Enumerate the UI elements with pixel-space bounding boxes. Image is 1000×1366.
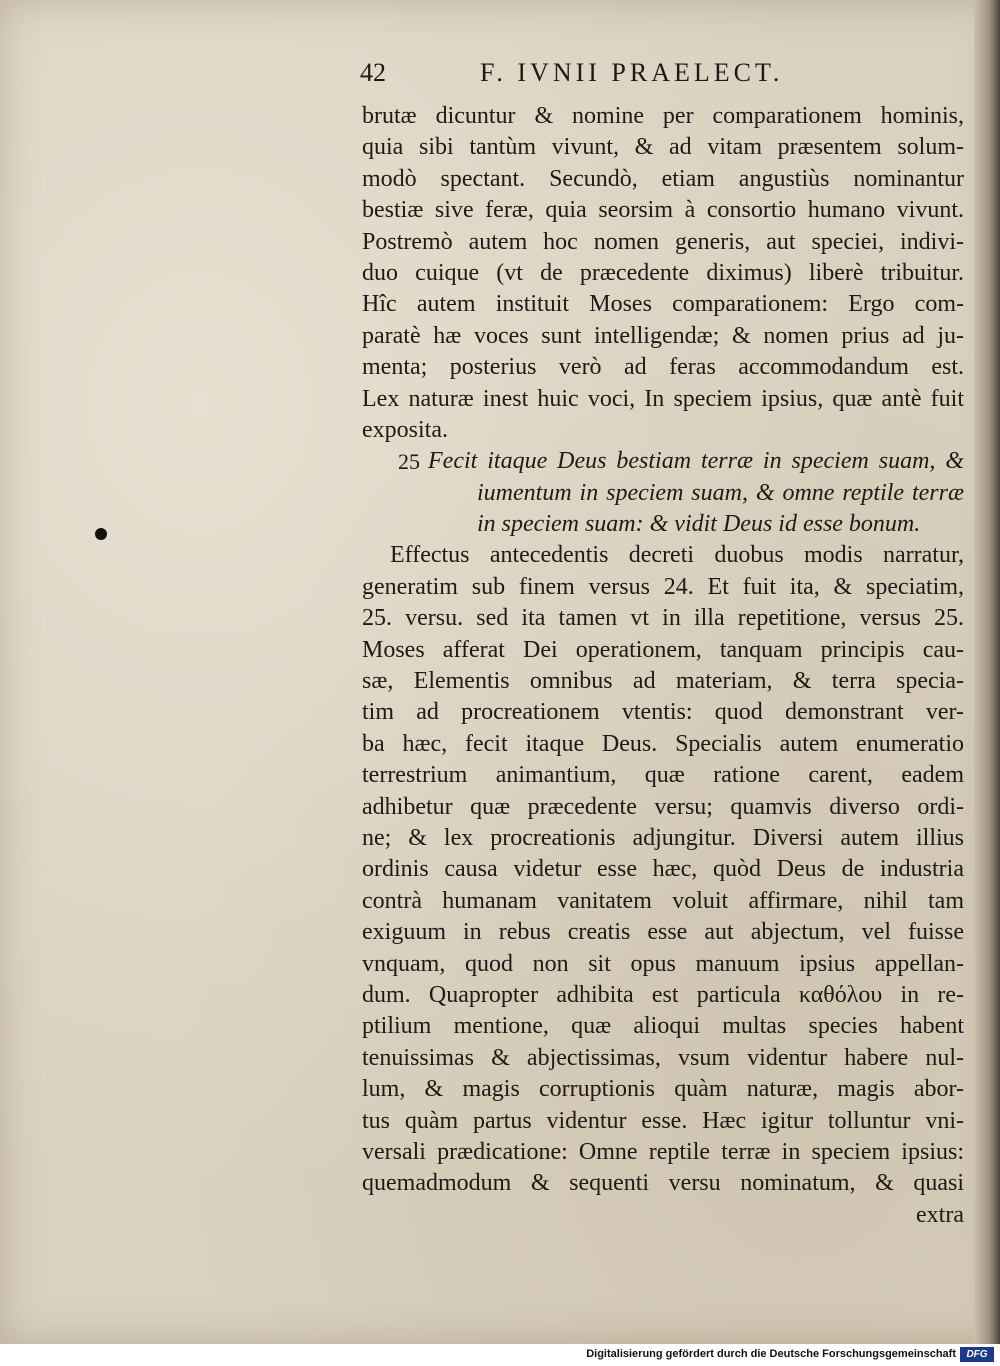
text-line: bestiæ sive feræ, quia seorsim à consortio humano vivunt. bbox=[362, 197, 964, 224]
running-title: F. IVNII PRAELECT. bbox=[480, 58, 784, 87]
text-line: tus quàm partus videntur esse. Hæc igitur tolluntur vni- bbox=[362, 1107, 964, 1134]
digitization-footer bbox=[0, 1344, 1000, 1366]
text-line: lum, & magis corruptionis quàm naturæ, magis abor- bbox=[362, 1076, 964, 1103]
text-line: versali prædicatione: Omne reptile terræ in speciem ipsius: bbox=[362, 1138, 964, 1165]
verse-number: 25 bbox=[398, 449, 420, 475]
page-gutter bbox=[974, 0, 1000, 1344]
text-line: quia sibi tantùm vivunt, & ad vitam præsentem solum- bbox=[362, 134, 964, 161]
text-line: ptilium mentione, quæ alioqui multas species habent bbox=[362, 1013, 964, 1040]
text-line: ba hæc, fecit itaque Deus. Specialis autem enumeratio bbox=[362, 730, 964, 757]
text-line: 25. versu. sed ita tamen vt in illa repetitione, versus 25. bbox=[362, 605, 964, 632]
text-block bbox=[362, 101, 964, 1231]
funding-credit: Digitalisierung gefördert durch die Deutsche Forschungsgemeinschaft bbox=[586, 1348, 956, 1360]
text-line: Moses afferat Dei operationem, tanquam principis cau- bbox=[362, 636, 964, 663]
verse-line: Fecit itaque Deus bestiam terræ in speciem suam, & bbox=[428, 448, 964, 475]
text-line: tenuissimas & abjectissimas, vsum videntur habere nul- bbox=[362, 1044, 964, 1071]
text-line: tim ad procreationem vtentis: quod demonstrant ver- bbox=[362, 699, 964, 726]
page-number: 42 bbox=[360, 58, 386, 87]
text-line: modò spectant. Secundò, etiam angustiùs nominantur bbox=[362, 165, 964, 192]
text-line: adhibetur quæ præcedente versu; quamvis diverso ordi- bbox=[362, 793, 964, 820]
catchword: extra bbox=[916, 1201, 964, 1228]
text-line: terrestrium animantium, quæ ratione carent, eadem bbox=[362, 762, 964, 789]
running-head bbox=[360, 58, 962, 98]
text-line: brutæ dicuntur & nomine per comparationem hominis, bbox=[362, 103, 964, 129]
text-line: ordinis causa videtur esse hæc, quòd Deus de industria bbox=[362, 856, 964, 883]
text-line: exposita. bbox=[362, 416, 448, 443]
text-line: Postremò autem hoc nomen generis, aut speciei, indivi- bbox=[362, 228, 964, 255]
verse-line: iumentum in speciem suam, & omne reptile terræ bbox=[477, 479, 964, 506]
paragraph-2 bbox=[362, 540, 964, 1199]
text-line: Hîc autem instituit Moses comparationem: Ergo com- bbox=[362, 291, 964, 318]
paragraph-1 bbox=[362, 101, 964, 446]
text-line: ne; & lex procreationis adjungitur. Diversi autem illius bbox=[362, 824, 964, 851]
text-line: Lex naturæ inest huic voci, In speciem ipsius, quæ antè fuit bbox=[362, 385, 964, 412]
text-line: Effectus antecedentis decreti duobus modis narratur, bbox=[390, 542, 964, 569]
text-line: exiguum in rebus creatis esse aut abjectum, vel fuisse bbox=[362, 919, 964, 946]
text-line: paratè hæ voces sunt intelligendæ; & nomen prius ad ju- bbox=[362, 322, 964, 349]
text-line: duo cuique (vt de præcedente diximus) liberè tribuitur. bbox=[362, 259, 964, 286]
text-line: sæ, Elementis omnibus ad materiam, & terra specia- bbox=[362, 668, 964, 695]
text-line: menta; posterius verò ad feras accommodandum est. bbox=[362, 354, 964, 381]
verse-25 bbox=[362, 446, 964, 540]
dfg-logo: DFG bbox=[960, 1347, 994, 1362]
verse-line: in speciem suam: & vidit Deus id esse bonum. bbox=[477, 511, 921, 538]
text-line: contrà humanam vanitatem voluit affirmare, nihil tam bbox=[362, 887, 964, 914]
binding-hole bbox=[95, 528, 107, 540]
text-line: generatim sub finem versus 24. Et fuit ita, & speciatim, bbox=[362, 573, 964, 600]
text-line: vnquam, quod non sit opus manuum ipsius appellan- bbox=[362, 950, 964, 977]
text-line: quemadmodum & sequenti versu nominatum, & quasi bbox=[362, 1170, 964, 1197]
text-line: dum. Quapropter adhibita est particula καθόλου in re- bbox=[362, 981, 964, 1008]
